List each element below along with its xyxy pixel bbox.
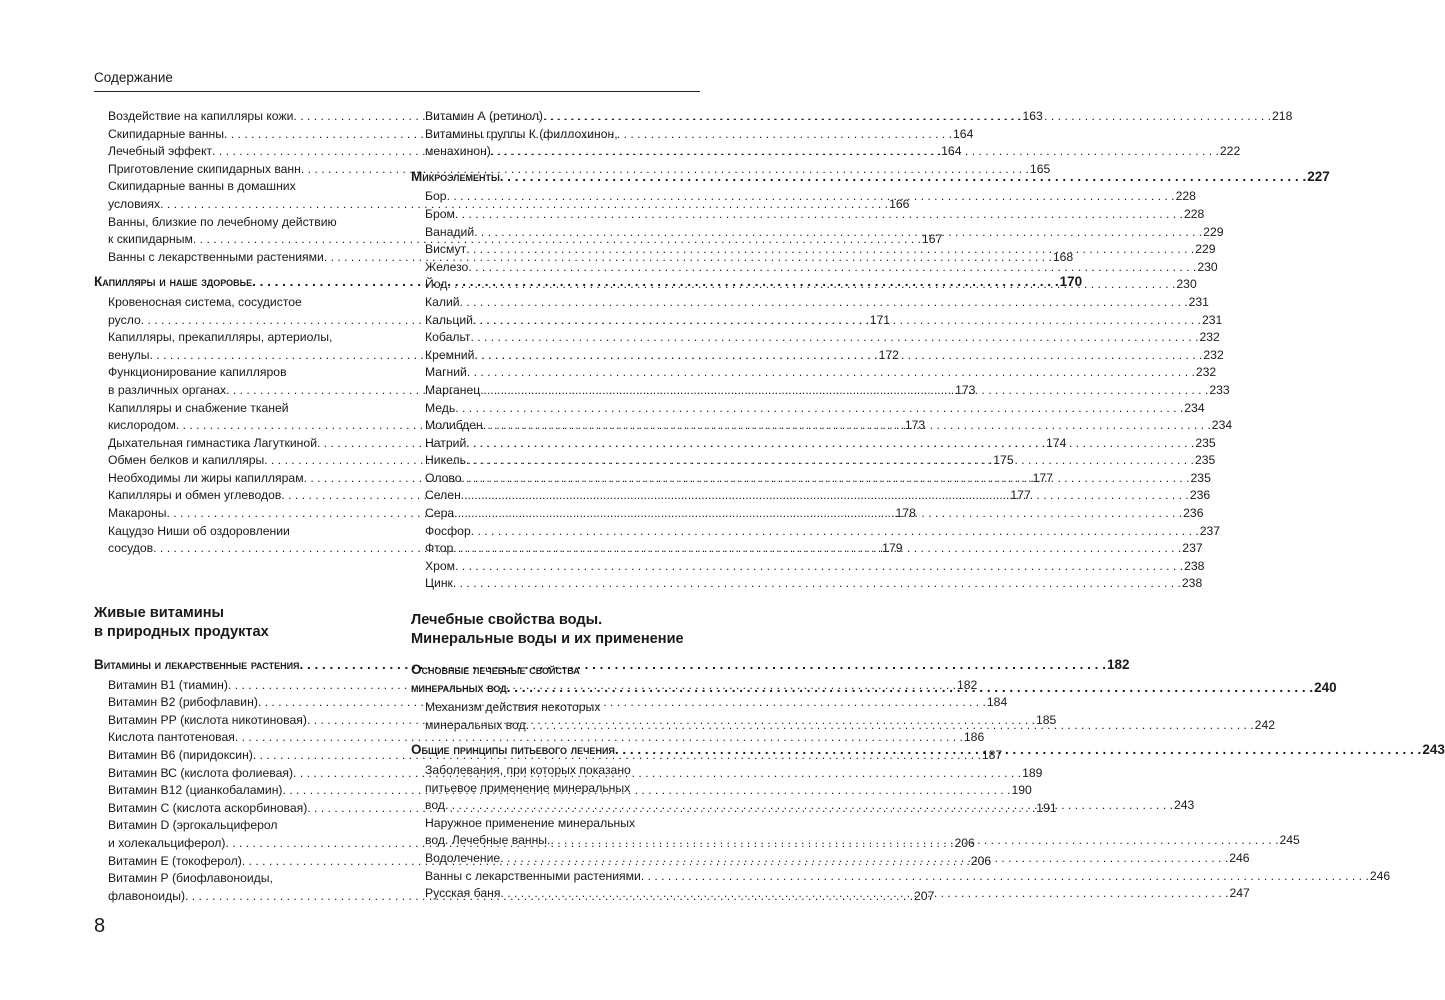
toc-entry-title: Ванны с лекарственными растениями <box>108 249 324 264</box>
toc-page-number: 175 <box>993 453 1014 468</box>
toc-entry-title: Витамин В6 (пиридоксин) <box>108 747 253 762</box>
toc-entry-title: Витамин В12 (цианкобаламин) <box>108 783 283 798</box>
toc-entry-line: Витамины группы К (филлохинон, <box>425 126 618 141</box>
toc-entry-title: условиях <box>108 196 161 211</box>
part-title-line: в природных продуктах <box>94 624 269 640</box>
toc-entry[interactable] <box>411 294 1209 312</box>
toc-page-number: 236 <box>1183 506 1204 521</box>
toc-dot-leader <box>455 400 1183 418</box>
toc-entry-line: питьевое применение минеральных <box>425 780 631 795</box>
toc-dot-leader <box>473 312 1201 330</box>
toc-page-number: 171 <box>869 312 891 327</box>
toc-page-number: 232 <box>1195 365 1217 380</box>
toc-page-number: 178 <box>895 506 916 521</box>
toc-entry-title: вод <box>425 798 445 813</box>
toc-page-number: 174 <box>1046 435 1067 450</box>
toc-entry-title: Медь <box>425 400 456 415</box>
toc-dot-leader <box>500 850 1228 868</box>
toc-page-number: 237 <box>1182 541 1203 556</box>
toc-page-number: 164 <box>953 126 974 141</box>
toc-page-number: 246 <box>1369 868 1391 883</box>
toc-dot-leader <box>454 505 1182 523</box>
toc-entry-title: минеральных вод <box>411 679 507 695</box>
toc-entry-title: к скипидарным <box>108 232 193 247</box>
toc-entry-title: Бром <box>425 206 455 221</box>
toc-entry-title: кислородом <box>108 418 176 433</box>
toc-entry-title: Железо <box>425 259 469 274</box>
toc-page-number: 206 <box>954 835 975 850</box>
part-title-water <box>411 611 684 649</box>
toc-page-number: 235 <box>1194 453 1216 468</box>
part-title-line: Минеральные воды и их применение <box>411 631 684 647</box>
toc-entry[interactable] <box>411 868 1391 886</box>
part-title-line: Живые витамины <box>94 605 225 621</box>
page-number: 8 <box>94 915 106 937</box>
toc-dot-leader <box>462 470 1190 488</box>
toc-page-number: 179 <box>882 541 903 556</box>
toc-entry-title: Витамин ВС (кислота фолиевая) <box>108 765 294 780</box>
toc-page-number: 228 <box>1175 189 1196 204</box>
toc-entry-title: вод. Лечебные ванны. <box>425 833 551 848</box>
toc-entry-title: Микроэлементы <box>411 168 500 184</box>
toc-page-number: 247 <box>1229 886 1250 901</box>
toc-entry[interactable] <box>411 523 1221 541</box>
toc-page-number: 242 <box>1254 717 1276 732</box>
toc-entry-title: Капилляры и наше здоровье <box>94 274 253 290</box>
toc-dot-leader <box>491 143 1219 161</box>
toc-page-number: 236 <box>1189 488 1211 503</box>
toc-entry[interactable] <box>411 206 1205 224</box>
toc-entry-line: Механизм действия некоторых <box>425 700 601 715</box>
toc-entry-title: Висмут <box>425 242 467 257</box>
toc-page-number: 232 <box>1199 330 1220 345</box>
toc-dot-leader <box>461 487 1189 505</box>
toc-page-number: 243 <box>1422 742 1445 758</box>
toc-entry-title: Воздействие на капилляры кожи <box>108 109 294 123</box>
toc-entry-line: Кровеносная система, сосудистое <box>108 294 302 309</box>
toc-page-number: 177 <box>1032 470 1053 485</box>
toc-entry-title: венулы <box>108 347 150 362</box>
toc-page-number: 237 <box>1199 523 1221 538</box>
toc-page-number: 182 <box>1106 657 1130 672</box>
toc-dot-leader <box>483 417 1211 435</box>
toc-dot-leader <box>543 108 1271 126</box>
toc-page-number: 227 <box>1307 168 1330 184</box>
toc-dot-leader <box>445 797 1173 815</box>
toc-entry-title: Ванны с лекарственными растениями <box>425 868 641 883</box>
toc-page-number: 185 <box>1035 712 1057 727</box>
toc-page-number: 189 <box>1022 765 1043 780</box>
toc-entry-line: Капилляры и снабжение тканей <box>108 400 289 415</box>
toc-entry-title: Кислота пантотеновая <box>108 730 235 745</box>
header-rule <box>94 91 700 92</box>
toc-entry-title: Кальций <box>425 312 473 327</box>
toc-page-number: 207 <box>914 888 935 903</box>
toc-page-number: 167 <box>921 232 943 247</box>
toc-dot-leader <box>466 241 1194 259</box>
toc-page-number: 228 <box>1183 206 1205 221</box>
toc-entry-title: Водолечение <box>425 850 501 865</box>
toc-entry-title: Витамин В2 (рибофлавин) <box>108 695 258 710</box>
toc-dot-leader <box>500 885 1228 903</box>
toc-page-number: 172 <box>878 347 899 362</box>
toc-entry-title: Йод <box>425 277 448 292</box>
toc-dot-leader <box>447 188 1175 206</box>
toc-entry-title: Лечебный эффект <box>108 144 213 159</box>
toc-entry-title: Молибден <box>425 418 483 433</box>
toc-page-number: 173 <box>904 418 926 433</box>
part-title-line: Лечебные свойства воды. <box>411 612 603 628</box>
toc-page-number: 246 <box>1229 850 1250 865</box>
toc-entry-title: Кобальт <box>425 330 471 345</box>
toc-entry-title: Витамины и лекарственные растения <box>94 657 300 672</box>
toc-entry-line: Наружное применение минеральных <box>425 815 636 830</box>
toc-page-number: 229 <box>1203 224 1224 239</box>
toc-entry-line: Скипидарные ванны в домашних <box>108 179 296 194</box>
toc-dot-leader <box>471 523 1199 541</box>
toc-entry-title: Обмен белков и капилляры <box>108 453 265 468</box>
toc-entry-title: Витамин РР (кислота никотиновая) <box>108 712 307 727</box>
toc-dot-leader <box>466 452 1194 470</box>
toc-entry[interactable] <box>411 364 1217 382</box>
toc-entry-title: Олово <box>425 470 462 485</box>
toc-page-number: 166 <box>889 196 910 211</box>
toc-dot-leader <box>447 276 1175 294</box>
toc-page-number: 187 <box>981 747 1003 762</box>
toc-entry-title: Кремний <box>425 347 475 362</box>
toc-entry-title: Необходимы ли жиры капиллярам <box>108 470 304 485</box>
toc-page-number: 163 <box>1022 109 1043 123</box>
toc-entry-title: Фтор <box>425 541 454 556</box>
toc-page-number: 191 <box>1036 800 1057 815</box>
toc-entry-title: Натрий <box>425 435 467 450</box>
toc-entry-title: и холекальциферол) <box>108 835 226 850</box>
toc-page-number: 182 <box>956 677 978 692</box>
toc-page-number: 170 <box>1059 274 1083 290</box>
toc-entry-line: Ванны, близкие по лечебному действию <box>108 214 337 229</box>
toc-entry-title: Магний <box>425 365 467 380</box>
toc-page-number: 230 <box>1176 277 1197 292</box>
toc-page-number: 184 <box>986 695 1008 710</box>
toc-page-number: 190 <box>1011 783 1032 798</box>
toc-entry-title: сосудов <box>108 541 154 556</box>
toc-dot-leader <box>474 224 1202 242</box>
toc-dot-leader <box>507 679 1313 697</box>
toc-page-number: 235 <box>1195 435 1216 450</box>
toc-entry-title: флавоноиды) <box>108 888 186 903</box>
toc-dot-leader <box>468 259 1196 277</box>
toc-page-number: 222 <box>1219 144 1241 159</box>
toc-dot-leader <box>453 575 1181 593</box>
toc-page-number: 235 <box>1190 470 1211 485</box>
toc-page-number: 245 <box>1279 833 1300 848</box>
toc-page-number: 234 <box>1184 400 1205 415</box>
toc-page-number: 186 <box>963 730 985 745</box>
toc-page-number: 243 <box>1173 798 1195 813</box>
toc-entry[interactable] <box>411 575 1203 593</box>
toc-page-number: 238 <box>1184 558 1205 573</box>
toc-entry-line: Витамин Р (биофлавоноиды, <box>108 871 273 886</box>
toc-dot-leader <box>467 364 1195 382</box>
toc-dot-leader <box>453 540 1181 558</box>
toc-entry-title: Калий <box>425 294 460 309</box>
toc-entry-title: Селен <box>425 488 461 503</box>
toc-entry-title: Витамин А (ретинол) <box>425 109 543 123</box>
toc-entry[interactable] <box>411 259 1218 277</box>
toc-entry-title: Скипидарные ванны <box>108 126 225 141</box>
toc-dot-leader <box>466 435 1194 453</box>
toc-dot-leader <box>500 168 1306 186</box>
toc-entry-line: Капилляры, прекапилляры, артериолы, <box>108 330 333 345</box>
toc-page-number: 164 <box>941 144 962 159</box>
toc-entry-title: Макароны <box>108 506 167 521</box>
toc-page-number: 168 <box>1052 249 1074 264</box>
toc-entry-title: русло <box>108 312 141 327</box>
toc-entry-title: Приготовление скипидарных ванн <box>108 161 301 176</box>
toc-dot-leader <box>641 868 1369 886</box>
toc-dot-leader <box>550 832 1278 850</box>
toc-entry-title: Витамин В1 (тиамин) <box>108 677 228 692</box>
toc-entry-title: менахинон) <box>425 144 491 159</box>
toc-page-number: 229 <box>1195 242 1216 257</box>
toc-dot-leader <box>460 294 1188 312</box>
toc-entry-title: Общие принципы питьевого лечения <box>411 742 615 758</box>
toc-entry-title: Дыхательная гимнастика Лагуткиной <box>108 435 317 450</box>
toc-entry-title: Марганец <box>425 382 481 397</box>
toc-entry-title: Цинк <box>425 576 453 591</box>
toc-page-number: 231 <box>1188 294 1209 309</box>
toc-dot-leader <box>474 347 1202 365</box>
toc-page-number: 165 <box>1029 161 1051 176</box>
toc-page-number: 240 <box>1314 679 1337 695</box>
toc-dot-leader <box>470 329 1198 347</box>
toc-entry-title: Хром <box>425 558 456 573</box>
toc-page-number: 231 <box>1201 312 1223 327</box>
toc-entry-line: Витамин D (эргокальциферол <box>108 818 278 833</box>
toc-entry[interactable] <box>411 558 1205 576</box>
toc-dot-leader <box>455 206 1183 224</box>
toc-entry-title: в различных органах <box>108 382 227 397</box>
toc-dot-leader <box>480 382 1208 400</box>
toc-dot-leader <box>526 717 1254 735</box>
toc-entry-title: Витамин С (кислота аскорбиновая) <box>108 800 308 815</box>
toc-page-number: 218 <box>1272 109 1293 123</box>
toc-page-number: 232 <box>1203 347 1224 362</box>
toc-entry-line: Функционирование капилляров <box>108 365 287 380</box>
toc-entry[interactable] <box>94 729 985 747</box>
toc-entry-title: Сера <box>425 506 455 521</box>
toc-page-number: 177 <box>1010 488 1031 503</box>
toc-page-number: 206 <box>970 853 992 868</box>
part-title-vitamins <box>94 604 269 642</box>
toc-entry-title: Капилляры и обмен углеводов <box>108 488 282 503</box>
toc-entry-title: Никель <box>425 453 466 468</box>
toc-entry-line: Кацудзо Ниши об оздоровлении <box>108 523 290 538</box>
toc-page-number: 173 <box>955 382 976 397</box>
toc-entry[interactable] <box>411 329 1220 347</box>
toc-entry-line: Заболевания, при которых показано <box>425 762 631 777</box>
toc-entry[interactable] <box>411 400 1205 418</box>
toc-dot-leader <box>455 558 1183 576</box>
running-header: Содержание <box>94 70 173 85</box>
toc-entry-title: Русская баня <box>425 886 501 901</box>
toc-entry-title: Витамин Е (токоферол) <box>108 853 242 868</box>
toc-page-number: 230 <box>1197 259 1218 274</box>
toc-entry-title: Бор <box>425 189 447 204</box>
toc-entry-title: минеральных вод <box>425 717 526 732</box>
toc-entry-title: Ванадий <box>425 224 475 239</box>
toc-page-number: 234 <box>1211 418 1233 433</box>
toc-entry-line: Основные лечебные свойства <box>411 662 580 677</box>
toc-page-number: 238 <box>1181 576 1203 591</box>
toc-dot-leader <box>615 741 1421 759</box>
toc-page-number: 233 <box>1209 382 1230 397</box>
toc-entry-title: Фосфор <box>425 523 471 538</box>
